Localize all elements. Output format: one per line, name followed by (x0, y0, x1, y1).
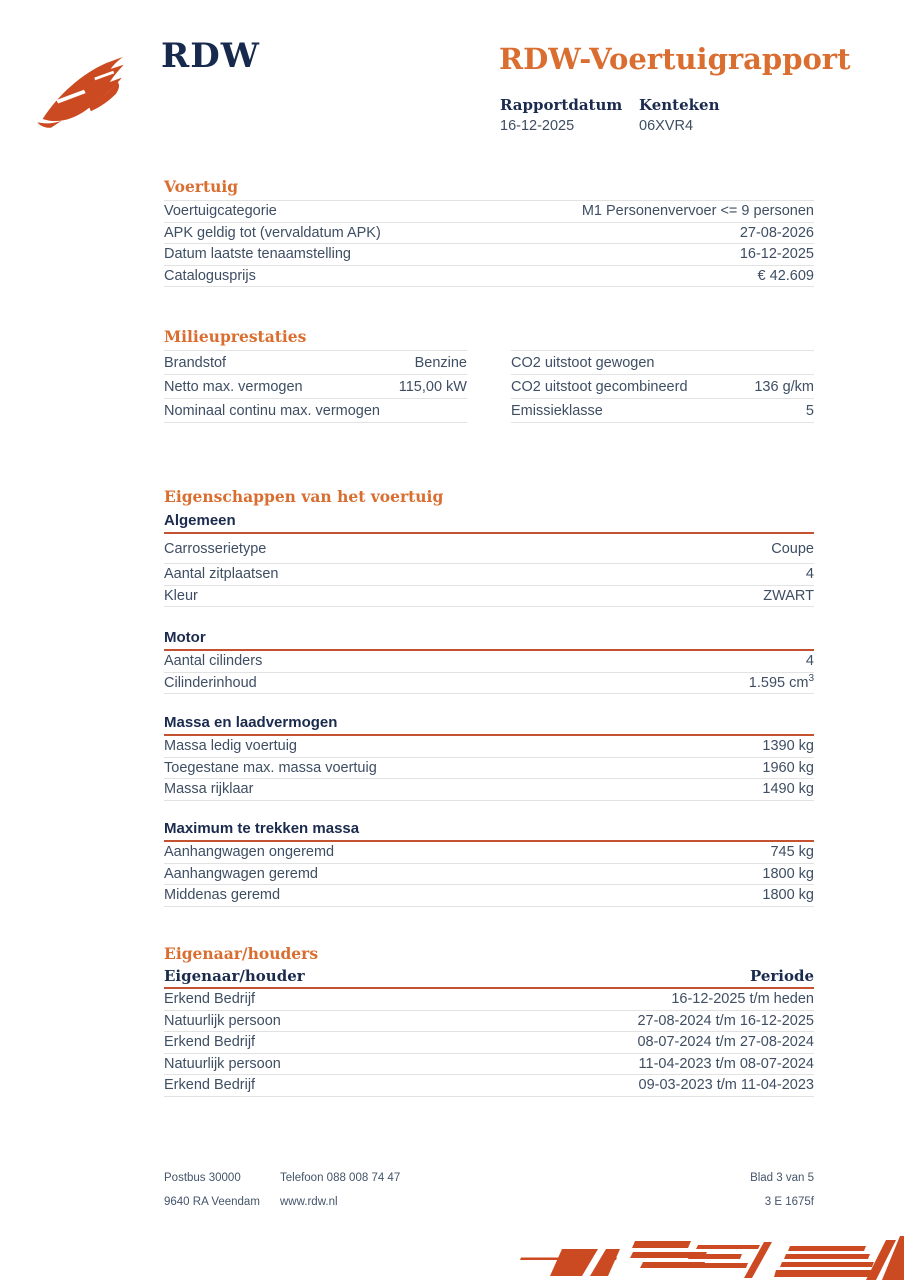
table-row (511, 350, 814, 375)
table-row (164, 989, 814, 1011)
row-value: 1.595 $cm^3$ (748, 672, 814, 691)
table-row (164, 779, 814, 801)
row-value: 115,00 kW (398, 378, 467, 395)
section-title-eigenaars: Eigenaar/houders (164, 944, 319, 963)
row-label: Cilinderinhoud (164, 674, 257, 691)
table-row (164, 1011, 814, 1033)
row-label: Middenas geremd (164, 887, 281, 904)
row-label: APK geldig tot (vervaldatum APK) (164, 224, 381, 241)
owner-type: Erkend Bedrijf (164, 1077, 256, 1094)
row-value: 16-12-2025 (739, 246, 814, 263)
row-label: Aantal zitplaatsen (164, 566, 279, 583)
subsection-algemeen (164, 511, 814, 607)
owners-table-header (164, 967, 814, 989)
column-header-owner: Eigenaar/houder (164, 967, 305, 985)
row-value: Coupe (771, 540, 814, 557)
row-label: Massa rijklaar (164, 781, 254, 798)
table-row (164, 375, 467, 399)
row-label: CO2 uitstoot gecombineerd (511, 378, 688, 395)
subsection-title-trekken: Maximum te trekken massa (164, 819, 814, 842)
row-value: 5 (805, 402, 814, 419)
footer-address-line1: Postbus 30000 (164, 1172, 241, 1184)
row-value: Benzine (414, 354, 467, 371)
rdw-feather-logo-icon (34, 54, 146, 134)
row-value: M1 Personenvervoer <= 9 personen (581, 203, 814, 220)
row-label: Aanhangwagen ongeremd (164, 844, 335, 861)
subsection-motor (164, 628, 814, 694)
owner-period: 11-04-2023 t/m 08-07-2024 (638, 1055, 814, 1072)
milieu-right-column (511, 350, 814, 423)
row-label: Aantal cilinders (164, 653, 263, 670)
superscript: 3 (808, 672, 814, 684)
row-label: Emissieklasse (511, 402, 603, 419)
row-value: 4 (805, 566, 814, 583)
table-row (164, 564, 814, 586)
row-label: Toegestane max. massa voertuig (164, 759, 377, 776)
row-label: Carrosserietype (164, 540, 267, 557)
table-row (164, 244, 814, 266)
row-value: ZWART (763, 587, 814, 604)
section-title-eigenschappen: Eigenschappen van het voertuig (164, 487, 444, 506)
section-title-voertuig: Voertuig (164, 177, 239, 196)
row-label: Netto max. vermogen (164, 378, 303, 395)
milieu-left-column (164, 350, 467, 423)
section-eigenschappen-heading (164, 488, 814, 510)
table-row (511, 375, 814, 399)
owner-period: 09-03-2023 t/m 11-04-2023 (638, 1077, 814, 1094)
owner-type: Natuurlijk persoon (164, 1012, 281, 1029)
table-row (164, 223, 814, 245)
table-row (164, 399, 467, 423)
row-value: 1800 kg (762, 887, 814, 904)
page-title: RDW-Voertuigrapport (499, 42, 851, 76)
report-date-label: Rapportdatum (500, 96, 623, 114)
license-plate-label: Kenteken (639, 96, 720, 114)
rdw-wordmark: RDW (161, 36, 260, 76)
license-plate-value: 06XVR4 (639, 118, 694, 134)
subsection-title-massa: Massa en laadvermogen (164, 713, 814, 736)
table-row (164, 842, 814, 864)
table-row (511, 399, 814, 423)
row-label: Catalogusprijs (164, 267, 256, 284)
row-value: 1960 kg (762, 759, 814, 776)
subsection-title-motor: Motor (164, 628, 814, 651)
table-row (164, 885, 814, 907)
row-value: 1800 kg (762, 865, 814, 882)
row-label: Nominaal continu max. vermogen (164, 402, 380, 419)
table-row (164, 758, 814, 780)
table-row (164, 1054, 814, 1076)
table-row (164, 1075, 814, 1097)
table-row (164, 350, 467, 375)
table-row (164, 673, 814, 695)
row-value: 4 (805, 653, 814, 670)
owner-period: 16-12-2025 t/m heden (671, 991, 814, 1008)
footer-phone: Telefoon 088 008 74 47 (280, 1172, 401, 1184)
row-label: CO2 uitstoot gewogen (511, 354, 655, 371)
table-row (164, 651, 814, 673)
report-date-value: 16-12-2025 (500, 118, 575, 134)
owner-period: 08-07-2024 t/m 27-08-2024 (637, 1034, 814, 1051)
table-row (164, 864, 814, 886)
rdw-speedlines-graphic-icon (520, 1232, 904, 1280)
row-value: € 42.609 (757, 267, 814, 284)
subsection-massa (164, 713, 814, 801)
owner-type: Natuurlijk persoon (164, 1055, 281, 1072)
section-milieuprestaties (164, 328, 814, 423)
table-row (164, 586, 814, 608)
table-row (164, 736, 814, 758)
section-voertuig (164, 178, 814, 287)
row-value: 745 kg (770, 844, 814, 861)
table-row (164, 266, 814, 288)
footer-page-number: Blad 3 van 5 (750, 1172, 814, 1184)
row-label: Voertuigcategorie (164, 203, 277, 220)
section-title-milieuprestaties: Milieuprestaties (164, 327, 307, 346)
row-value: 1490 kg (762, 781, 814, 798)
row-label: Datum laatste tenaamstelling (164, 246, 351, 263)
subsection-trekken (164, 819, 814, 907)
owner-type: Erkend Bedrijf (164, 991, 256, 1008)
row-label: Kleur (164, 587, 198, 604)
table-row (164, 534, 814, 564)
footer-address-line2: 9640 RA Veendam (164, 1196, 260, 1208)
row-value: 27-08-2026 (739, 224, 814, 241)
owner-period: 27-08-2024 t/m 16-12-2025 (637, 1012, 814, 1029)
owner-type: Erkend Bedrijf (164, 1034, 256, 1051)
section-eigenaars (164, 945, 814, 1097)
row-label: Massa ledig voertuig (164, 738, 297, 755)
row-value: 136 g/km (754, 378, 814, 395)
subsection-title-algemeen: Algemeen (164, 511, 814, 534)
table-row (164, 1032, 814, 1054)
column-header-period: Periode (749, 967, 814, 985)
row-label: Brandstof (164, 354, 227, 371)
footer-doc-code: 3 E 1675f (764, 1196, 814, 1208)
milieu-columns (164, 350, 814, 423)
row-label: Aanhangwagen geremd (164, 865, 318, 882)
footer-website: www.rdw.nl (280, 1196, 338, 1208)
row-value: 1390 kg (762, 738, 814, 755)
table-row (164, 200, 814, 223)
